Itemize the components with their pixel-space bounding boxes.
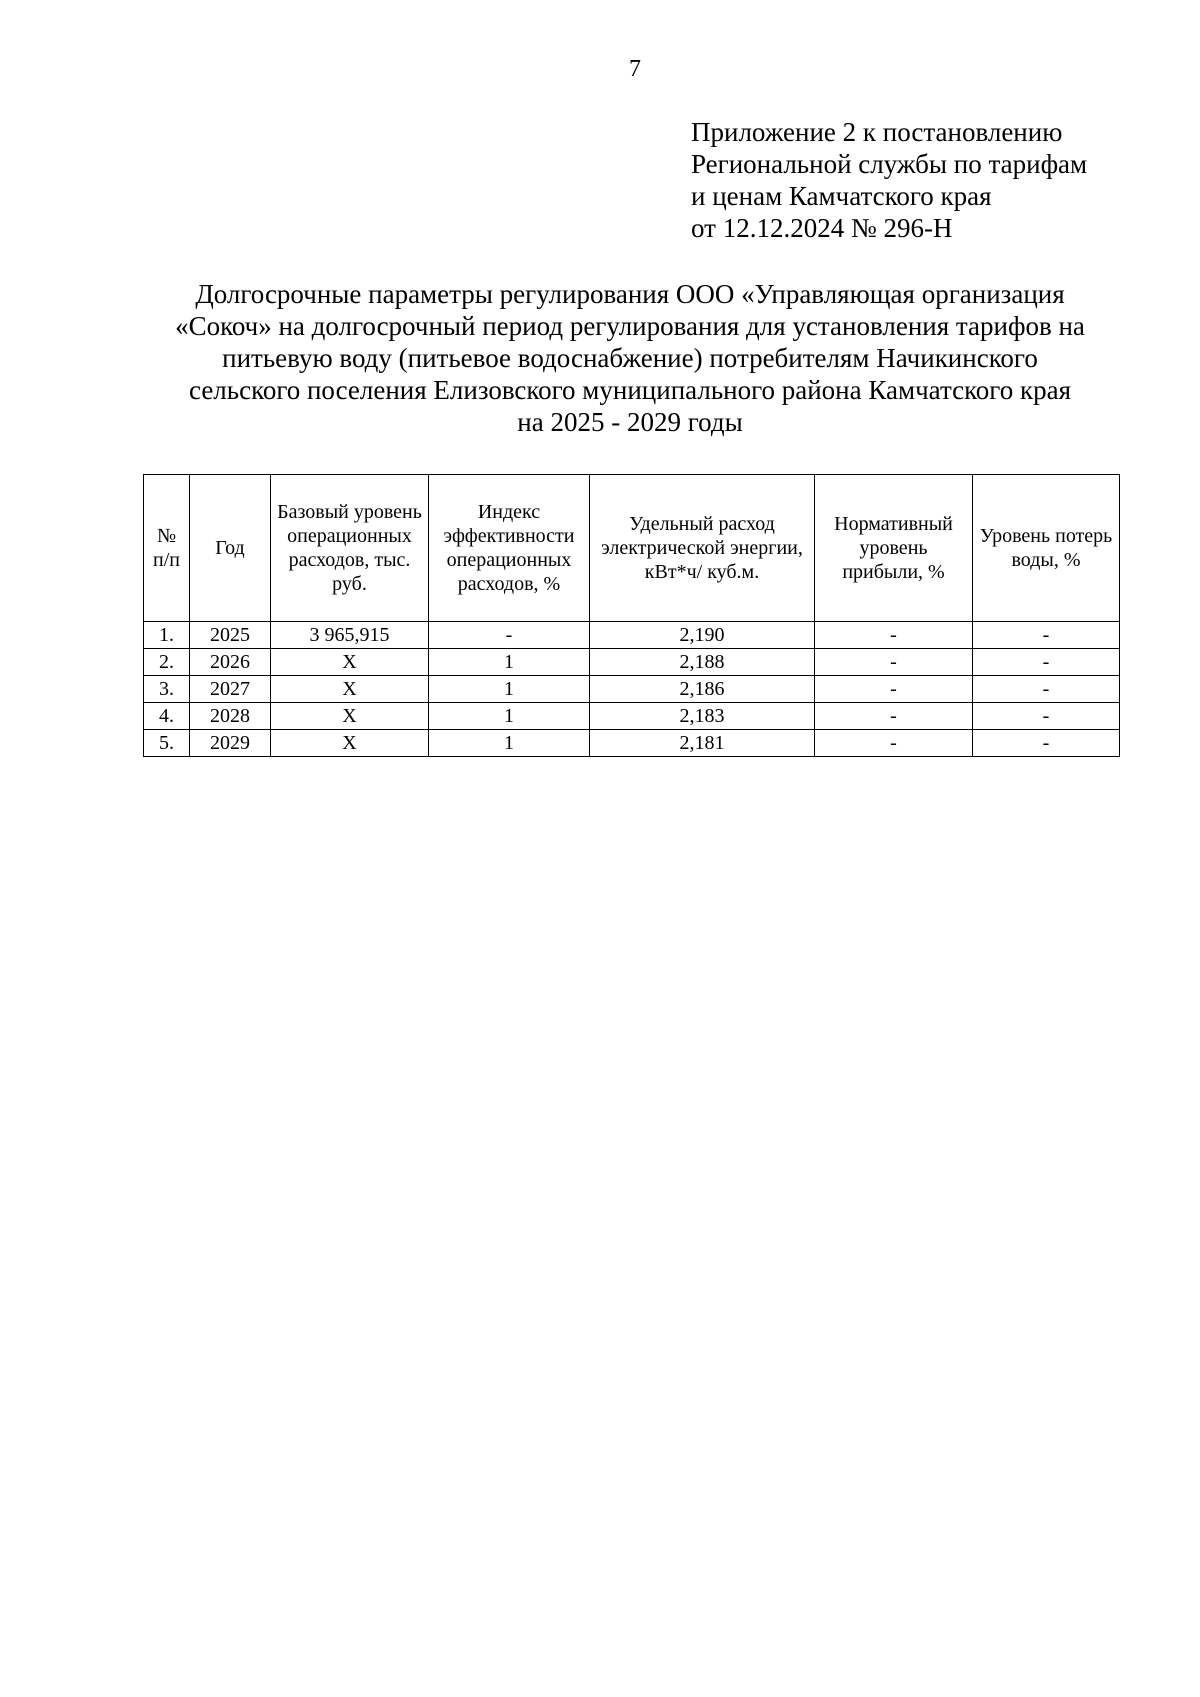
cell-energy-consumption: 2,190 xyxy=(590,622,815,649)
cell-base-opex: 3 965,915 xyxy=(271,622,429,649)
cell-base-opex: Х xyxy=(271,676,429,703)
cell-year: 2025 xyxy=(190,622,271,649)
header-year: Год xyxy=(190,475,271,622)
appendix-line: Региональной службы по тарифам xyxy=(691,149,1088,179)
cell-water-losses: - xyxy=(973,703,1120,730)
cell-row-number: 3. xyxy=(144,676,190,703)
title-line: сельского поселения Елизовского муниципального района Камчатского края xyxy=(189,375,1071,405)
table-row xyxy=(144,649,1120,676)
cell-row-number: 2. xyxy=(144,649,190,676)
cell-normative-profit: - xyxy=(815,676,973,703)
cell-efficiency-index: 1 xyxy=(429,703,590,730)
cell-base-opex: Х xyxy=(271,730,429,757)
table-row xyxy=(144,730,1120,757)
cell-energy-consumption: 2,188 xyxy=(590,649,815,676)
cell-normative-profit: - xyxy=(815,649,973,676)
cell-row-number: 5. xyxy=(144,730,190,757)
header-row-number: № п/п xyxy=(144,475,190,622)
cell-normative-profit: - xyxy=(815,730,973,757)
table-row xyxy=(144,703,1120,730)
parameters-table xyxy=(143,474,1120,757)
appendix-line: от 12.12.2024 № 296-Н xyxy=(691,213,953,243)
appendix-reference xyxy=(691,116,1087,244)
title-line: питьевую воду (питьевое водоснабжение) потребителям Начикинского xyxy=(222,343,1038,373)
cell-energy-consumption: 2,186 xyxy=(590,676,815,703)
header-efficiency-index: Индекс эффективности операционных расходов, % xyxy=(429,475,590,622)
page-number: 7 xyxy=(629,56,641,82)
cell-year: 2029 xyxy=(190,730,271,757)
document-title xyxy=(130,278,1130,438)
header-normative-profit: Нормативный уровень прибыли, % xyxy=(815,475,973,622)
cell-energy-consumption: 2,183 xyxy=(590,703,815,730)
cell-normative-profit: - xyxy=(815,703,973,730)
table-row xyxy=(144,622,1120,649)
cell-efficiency-index: 1 xyxy=(429,730,590,757)
cell-year: 2026 xyxy=(190,649,271,676)
header-base-opex: Базовый уровень операционных расходов, тыс. руб. xyxy=(271,475,429,622)
title-line: на 2025 - 2029 годы xyxy=(517,407,743,437)
table-header-row xyxy=(144,475,1120,622)
cell-water-losses: - xyxy=(973,649,1120,676)
cell-efficiency-index: - xyxy=(429,622,590,649)
appendix-line: и ценам Камчатского края xyxy=(691,181,992,211)
cell-energy-consumption: 2,181 xyxy=(590,730,815,757)
cell-base-opex: Х xyxy=(271,703,429,730)
cell-water-losses: - xyxy=(973,676,1120,703)
cell-water-losses: - xyxy=(973,622,1120,649)
header-energy-consumption: Удельный расход электрической энергии, кВт*ч/ куб.м. xyxy=(590,475,815,622)
cell-year: 2028 xyxy=(190,703,271,730)
cell-row-number: 1. xyxy=(144,622,190,649)
cell-year: 2027 xyxy=(190,676,271,703)
cell-row-number: 4. xyxy=(144,703,190,730)
table-row xyxy=(144,676,1120,703)
cell-efficiency-index: 1 xyxy=(429,676,590,703)
cell-base-opex: Х xyxy=(271,649,429,676)
cell-water-losses: - xyxy=(973,730,1120,757)
header-water-losses: Уровень потерь воды, % xyxy=(973,475,1120,622)
title-line: «Сокоч» на долгосрочный период регулирования для установления тарифов на xyxy=(175,311,1085,341)
cell-normative-profit: - xyxy=(815,622,973,649)
appendix-line: Приложение 2 к постановлению xyxy=(691,117,1063,147)
cell-efficiency-index: 1 xyxy=(429,649,590,676)
title-line: Долгосрочные параметры регулирования ООО «Управляющая организация xyxy=(195,279,1065,309)
